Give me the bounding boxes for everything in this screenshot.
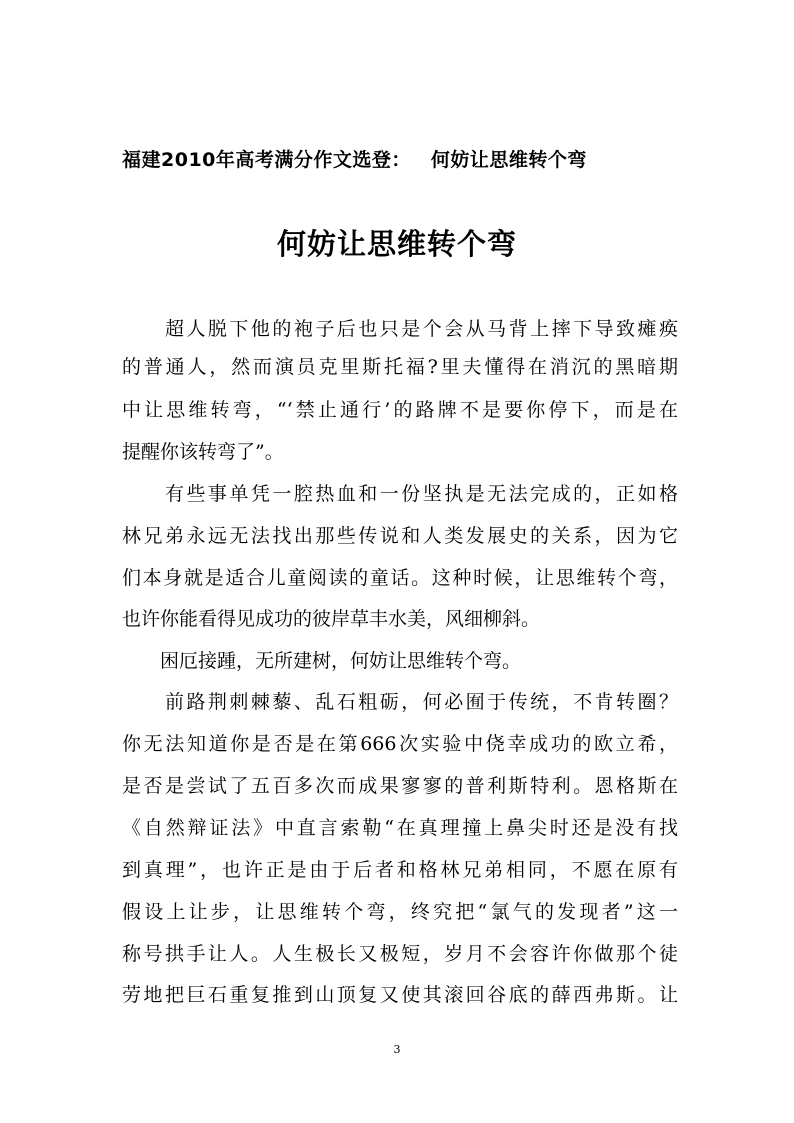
text-line: 超人脱下他的袍子后也只是个会从马背上摔下导致瘫痪: [122, 318, 678, 340]
text-line: 到真理”，也许正是由于后者和格林兄弟相同，不愿在原有: [122, 859, 678, 881]
text-line: 劳地把巨石重复推到山顶复又使其滚回谷底的薛西弗斯。让: [122, 984, 678, 1006]
header-article-title: 何妨让思维转个弯: [430, 149, 587, 171]
text-line: 们本身就是适合儿童阅读的童话。这种时候，让思维转个弯，: [122, 567, 678, 589]
page-title: 何妨让思维转个弯: [276, 227, 517, 261]
page-number: 3: [393, 1043, 401, 1056]
text-line: 称号拱手让人。人生极长又极短，岁月不会容许你做那个徒: [122, 943, 678, 965]
text-line: 困厄接踵，无所建树，何妨让思维转个弯。: [122, 650, 522, 672]
text-line: 是否是尝试了五百多次而成果寥寥的普利斯特利。恩格斯在: [122, 775, 678, 797]
text-line: 你无法知道你是否是在第666次实验中侥幸成功的欧立希，: [122, 733, 678, 755]
text-line: 的普通人，然而演员克里斯托福?里夫懂得在消沉的黑暗期: [122, 356, 678, 378]
text-line: 林兄弟永远无法找出那些传说和人类发展史的关系，因为它: [122, 525, 678, 547]
text-line: 也许你能看得见成功的彼岸草丰水美，风细柳斜。: [122, 608, 541, 630]
text-line: 假设上让步，让思维转个弯，终究把“氯气的发现者”这一: [122, 901, 678, 923]
header-prefix: 福建2010年高考满分作文选登：: [122, 149, 411, 171]
text-line: 《自然辩证法》中直言索勒“在真理撞上鼻尖时还是没有找: [122, 817, 678, 839]
text-line: 中让思维转弯，“‘禁止通行’的路牌不是要你停下，而是在: [122, 399, 678, 421]
text-line: 前路荆刺棘藜、乱石粗砺，何必囿于传统，不肯转圈？: [122, 691, 678, 713]
text-line: 提醒你该转弯了”。: [122, 441, 284, 463]
text-line: 有些事单凭一腔热血和一份坚执是无法完成的，正如格: [122, 483, 678, 505]
header-line: [122, 145, 587, 172]
